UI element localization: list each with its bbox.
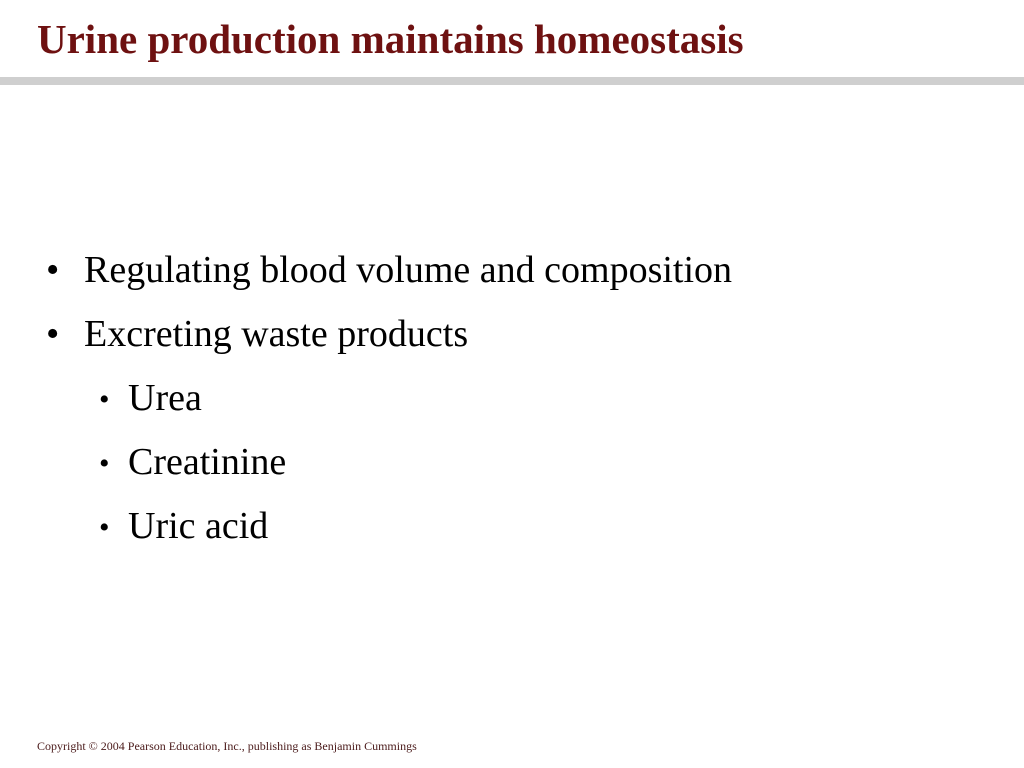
- sub-bullet-item: [99, 504, 269, 548]
- bullet-text: Uric acid: [128, 505, 269, 547]
- bullet-glyph: •: [99, 383, 110, 416]
- bullet-glyph: •: [99, 511, 110, 544]
- sub-bullet-item: [99, 440, 287, 484]
- bullet-text: Regulating blood volume and composition: [84, 249, 733, 291]
- bullet-text: Excreting waste products: [84, 313, 469, 355]
- bullet-glyph: •: [46, 313, 60, 355]
- bullet-glyph: •: [99, 447, 110, 480]
- sub-bullet-item: [99, 376, 202, 420]
- bullet-text: Creatinine: [128, 441, 287, 483]
- bullet-item: [46, 248, 733, 292]
- slide-title: Urine production maintains homeostasis: [37, 16, 744, 62]
- title-divider: [0, 77, 1024, 85]
- bullet-item: [46, 312, 469, 356]
- bullet-glyph: •: [46, 249, 60, 291]
- bullet-text: Urea: [128, 377, 202, 419]
- copyright-footer: Copyright © 2004 Pearson Education, Inc., publishing as Benjamin Cummings: [37, 739, 417, 753]
